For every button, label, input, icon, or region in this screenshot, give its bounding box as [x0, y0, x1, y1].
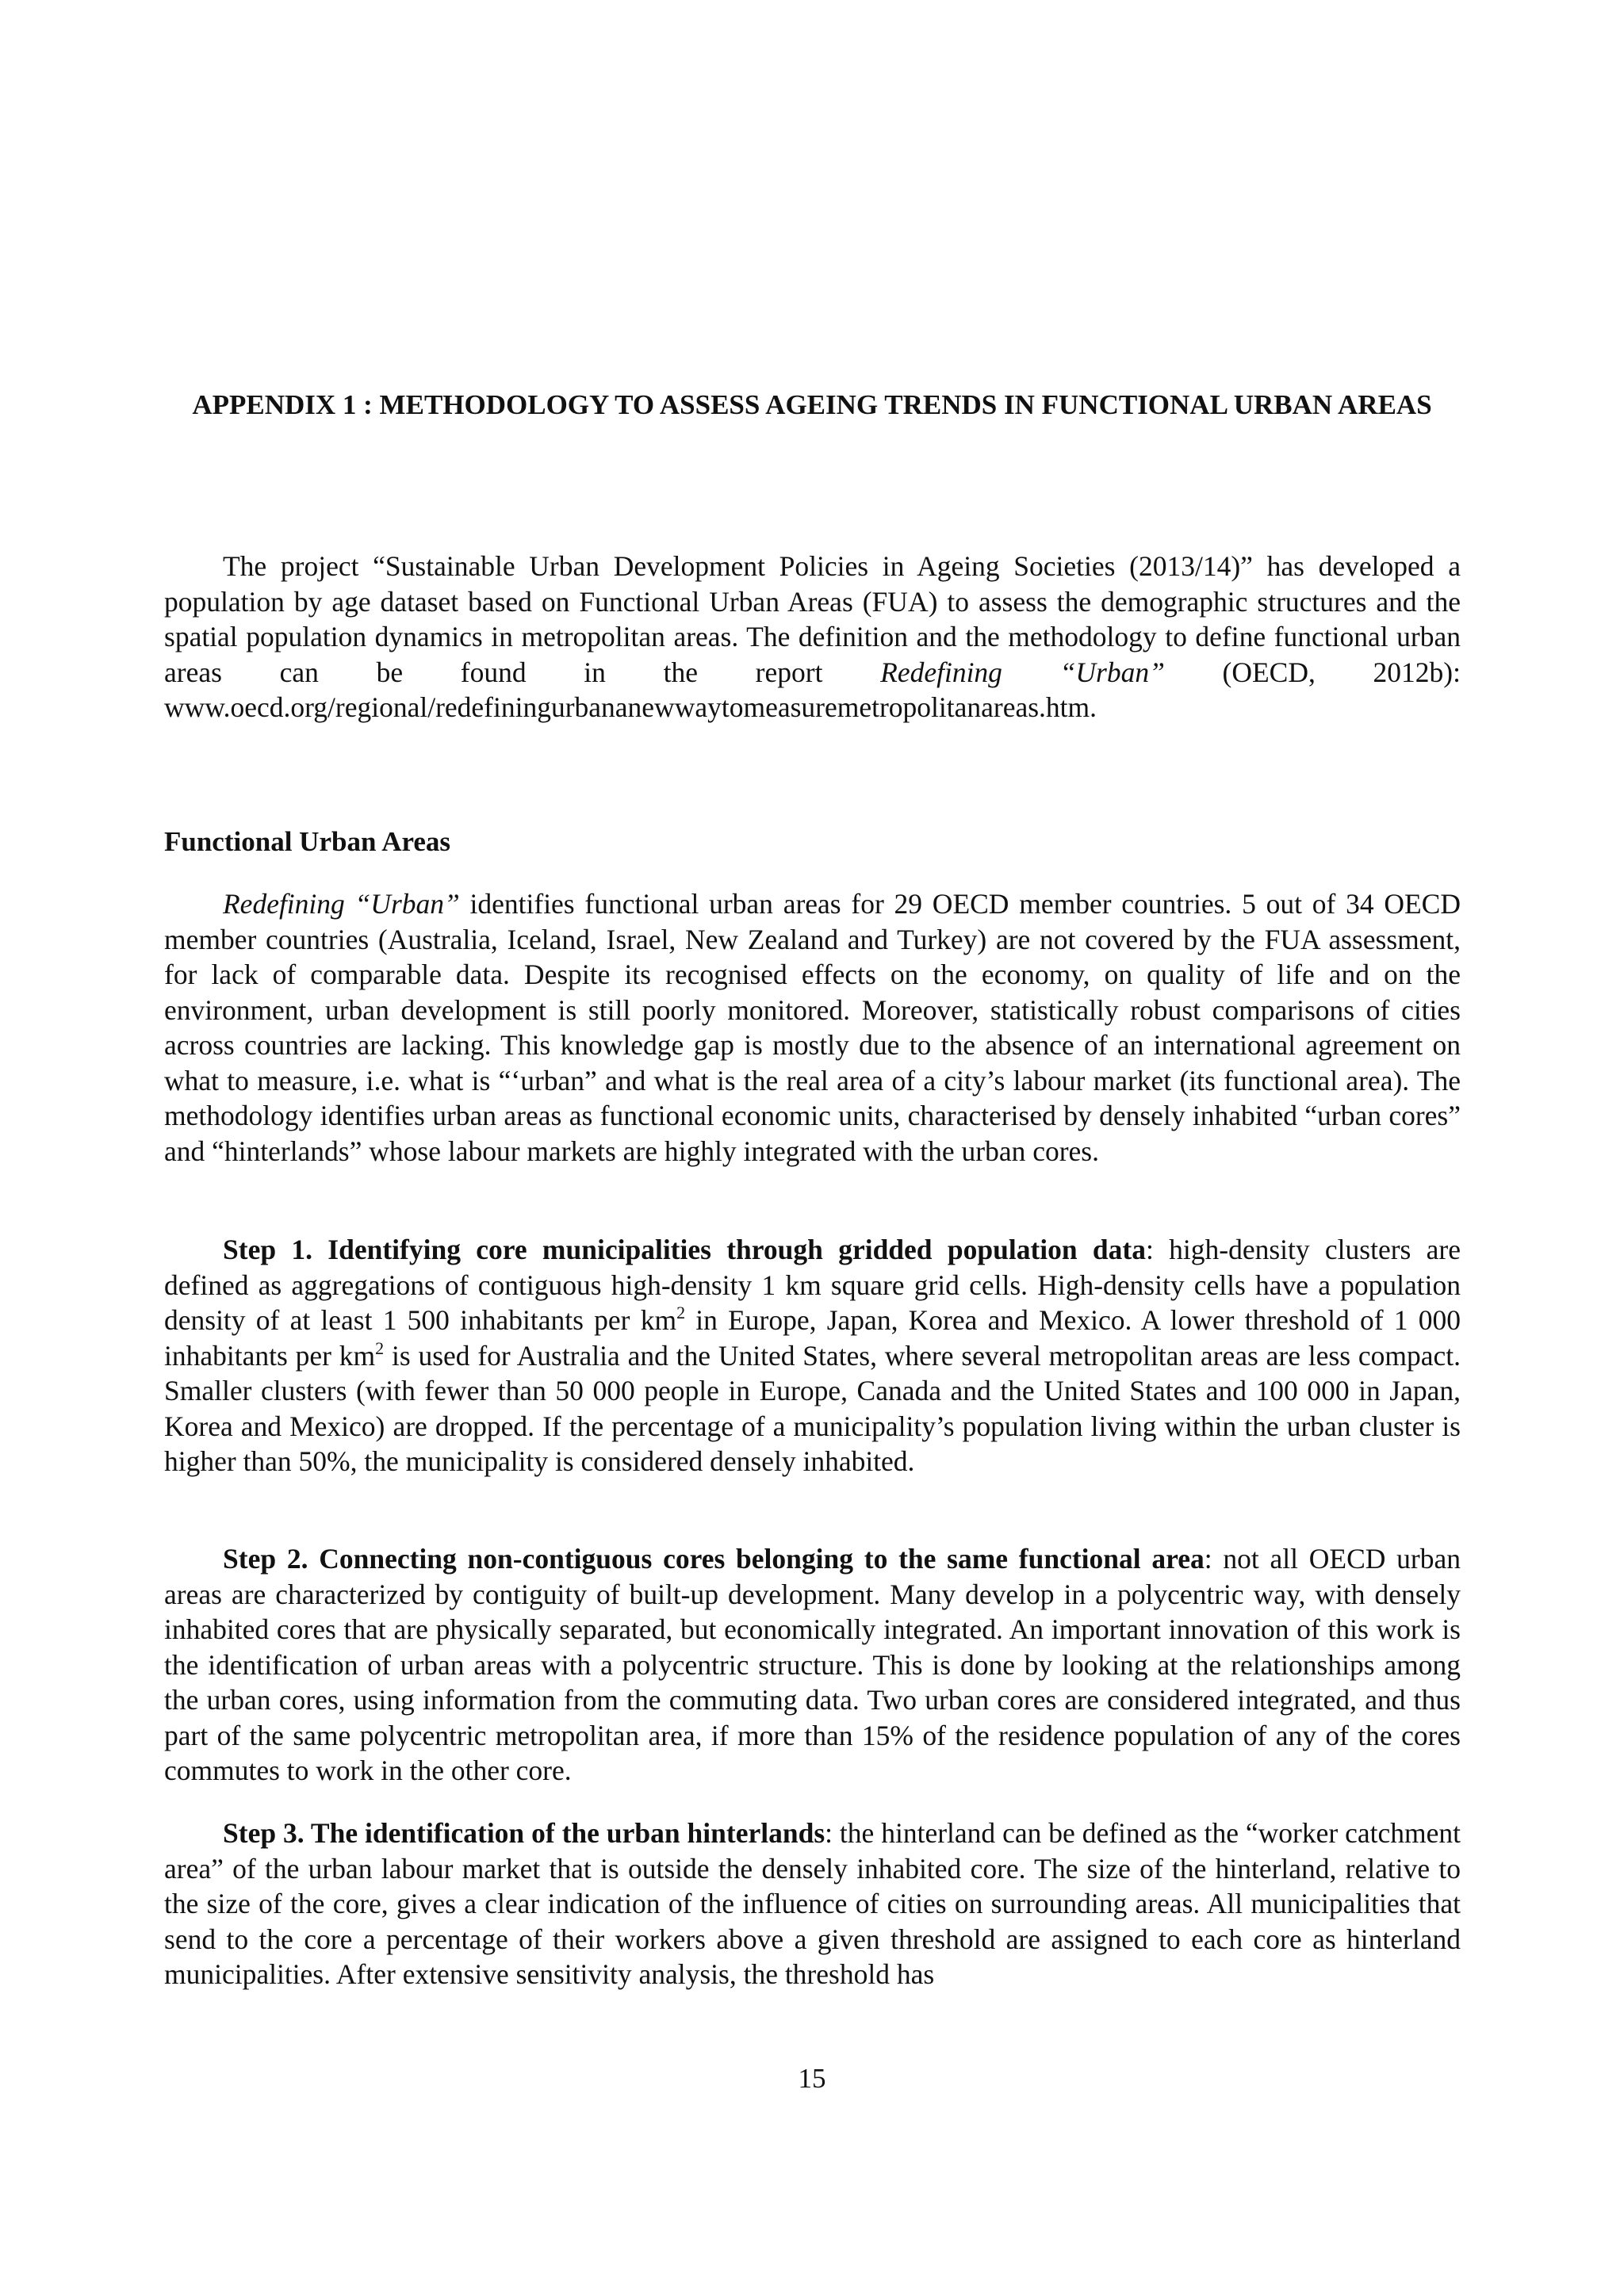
step1-text-a: : high-density clusters are defined as aggregations of contiguous high-density 1 km square grid cells. High-density cells have a population density of at least 1 500 inhabitants per km — [164, 1234, 1461, 1336]
report-title-italic: Redefining “Urban” — [880, 656, 1165, 688]
step2-text: : not all OECD urban areas are characterized by contiguity of built-up development. Many develop in a polycentric way, with densely inhabited cores that are physically separated, but economically integrated. An important innovation of this work is the identification of urban areas with a polycentric structure. This is done by looking at the relationships among the urban cores, using information from the commuting data. Two urban cores are considered integrated, and thus part of the same polycentric metropolitan area, if more than 15% of the residence population of any of the cores commutes to work in the other core. — [164, 1543, 1461, 1786]
step1-text-c: is used for Australia and the United States, where several metropolitan areas are less compact. Smaller clusters (with fewer than 50 000 people in Europe, Canada and the United States and 100 000 in Japan, Korea and Mexico) are dropped. If the percentage of a municipality’s population living within the urban cluster is higher than 50%, the municipality is considered densely inhabited. — [164, 1339, 1461, 1477]
fua-paragraph — [164, 886, 1461, 1169]
step1-superscript-a: 2 — [676, 1303, 686, 1322]
page-number: 15 — [798, 2063, 826, 2094]
step2-paragraph — [164, 1541, 1461, 1789]
fua-report-title-italic: Redefining “Urban” — [223, 888, 460, 920]
intro-text-start: The project “Sustainable Urban Development Policies in Ageing Societies (2013/14)” has developed a population by age dataset based on Functional Urban Areas (FUA) to assess the demographic structures and the spatial population dynamics in metropolitan areas. The definition and the methodology to define functional urban areas can be found in the report — [164, 550, 1461, 688]
step1-heading: Step 1. Identifying core municipalities through gridded population data — [223, 1234, 1146, 1265]
step2-heading: Step 2. Connecting non-contiguous cores belonging to the same functional area — [223, 1543, 1205, 1575]
appendix-title: APPENDIX 1 : METHODOLOGY TO ASSESS AGEING TRENDS IN FUNCTIONAL URBAN AREAS — [192, 389, 1432, 420]
step1-paragraph — [164, 1232, 1461, 1479]
intro-paragraph — [164, 549, 1461, 725]
fua-paragraph-text: identifies functional urban areas for 29 OECD member countries. 5 out of 34 OECD member countries (Australia, Iceland, Israel, New Zealand and Turkey) are not covered by the FUA assessment, for lack of comparable data. Despite its recognised effects on the economy, on quality of life and on the environment, urban development is still poorly monitored. Moreover, statistically robust comparisons of cities across countries are lacking. This knowledge gap is mostly due to the absence of an international agreement on what to measure, i.e. what is “‘urban” and what is the real area of a city’s labour market (its functional area). The methodology identifies urban areas as functional economic units, characterised by densely inhabited “urban cores” and “hinterlands” whose labour markets are highly integrated with the urban cores. — [164, 888, 1461, 1167]
intro-text-end: (OECD, 2012b): www.oecd.org/regional/redefiningurbananewwaytomeasuremetropolitanareas.htm. — [164, 656, 1461, 723]
section-heading: Functional Urban Areas — [164, 826, 451, 857]
step1-text-b: in Europe, Japan, Korea and Mexico. A lower threshold of 1 000 inhabitants per km — [164, 1304, 1461, 1372]
step3-paragraph — [164, 1816, 1461, 1992]
step1-superscript-b: 2 — [375, 1337, 385, 1358]
step3-heading: Step 3. The identification of the urban hinterlands — [223, 1817, 825, 1849]
step3-text: : the hinterland can be defined as the “worker catchment area” of the urban labour market that is outside the densely inhabited core. The size of the hinterland, relative to the size of the core, gives a clear indication of the influence of cities on surrounding areas. All municipalities that send to the core a percentage of their workers above a given threshold are assigned to each core as hinterland municipalities. After extensive sensitivity analysis, the threshold has — [164, 1817, 1461, 1990]
